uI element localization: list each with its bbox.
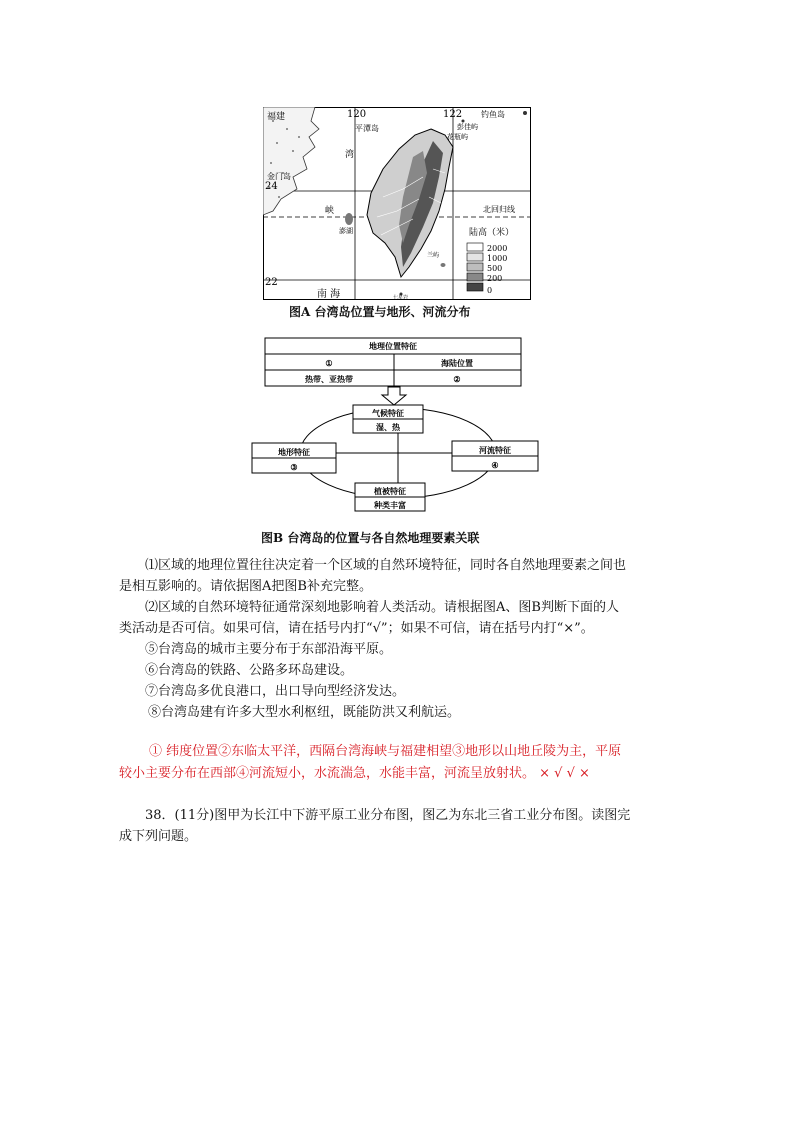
q2-line2: 类活动是否可信。如果可信，请在括号内打“√”；如果不可信，请在括号内打“×”。 — [119, 621, 594, 636]
item-7: ⑦台湾岛多优良港口，出口导向型经济发达。 — [145, 684, 406, 699]
legend-title: 陆高（米） — [469, 228, 515, 238]
label-fujian: 福建 — [267, 112, 286, 122]
cell-1: ① — [325, 358, 333, 368]
legend-level: 2000 — [487, 244, 508, 253]
down-arrow-icon — [382, 387, 406, 405]
q1-line2: 是相互影响的。请依据图A把图B补充完整。 — [119, 579, 372, 594]
q2-line1: ⑵区域的自然环境特征通常深刻地影响着人类活动。请根据图A、图B判断下面的人 — [145, 600, 619, 615]
legend-level: 1000 — [487, 254, 508, 263]
label-penghu: 澎湖 — [339, 227, 353, 235]
climate-title: 气候特征 — [372, 408, 404, 418]
label-wan: 湾 — [345, 150, 355, 160]
legend-level: 0 — [487, 286, 493, 295]
lanyu-island — [441, 263, 446, 267]
legend-level: 500 — [487, 264, 503, 273]
terrain-title: 地形特征 — [278, 447, 310, 457]
terrain-value: ③ — [290, 462, 298, 472]
lat-label-24: 24 — [265, 181, 278, 192]
river-value: ④ — [491, 460, 499, 470]
label-haixia: 峡 — [325, 206, 335, 216]
taiwan-location-map — [263, 107, 531, 300]
vegetation-value: 种类丰富 — [374, 500, 406, 510]
figure-b-caption: 图B 台湾岛的位置与各自然地理要素关联 — [261, 531, 480, 545]
figure-a-caption: 图A 台湾岛位置与地形、河流分布 — [289, 305, 471, 319]
label-diaoyu: 钓鱼岛 — [481, 110, 505, 119]
river-title: 河流特征 — [479, 445, 511, 455]
legend-level: 200 — [487, 274, 503, 283]
lon-label-122: 122 — [443, 109, 463, 120]
q38-line2: 成下列问题。 — [119, 829, 198, 844]
label-pengjia: 彭佳屿 — [457, 123, 478, 131]
lat-label-22: 22 — [265, 277, 278, 288]
label-lanyu: 兰屿 — [427, 252, 440, 259]
item-6: ⑥台湾岛的铁路、公路多环岛建设。 — [145, 663, 354, 678]
penghu-islands — [345, 213, 353, 225]
label-qixing: 七星岩 — [393, 295, 409, 300]
geography-relation-diagram — [248, 335, 548, 515]
label-nanhai: 南 海 — [317, 289, 341, 300]
q1-line1: ⑴区域的地理位置往往决定着一个区域的自然环境特征，同时各自然地理要素之间也 — [145, 558, 627, 573]
climate-value: 湿、热 — [376, 422, 400, 432]
cell-sea-land: 海陆位置 — [441, 358, 473, 368]
elevation-legend — [467, 243, 483, 291]
item-5: ⑤台湾岛的城市主要分布于东部沿海平原。 — [145, 642, 393, 657]
geo-header: 地理位置特征 — [369, 341, 417, 351]
label-huaping: 花瓶屿 — [447, 133, 468, 141]
label-tropic: 北回归线 — [483, 205, 515, 214]
label-pingtan: 平潭岛 — [355, 124, 379, 133]
item-8: ⑧台湾岛建有许多大型水利枢纽，既能防洪又利航运。 — [148, 705, 461, 720]
vegetation-title: 植被特征 — [374, 486, 406, 496]
cell-tropics: 热带、亚热带 — [305, 374, 353, 384]
answer-line1: ① 纬度位置②东临太平洋，西隔台湾海峡与福建相望③地形以山地丘陵为主，平原 — [149, 744, 622, 759]
answer-line2: 较小主要分布在西部④河流短小，水流湍急，水能丰富，河流呈放射状。 × √ √ × — [119, 766, 590, 781]
label-jinmen: 金门岛 — [267, 172, 291, 181]
lon-label-120: 120 — [347, 109, 367, 120]
q38-line1: 38．(11分)图甲为长江中下游平原工业分布图，图乙为东北三省工业分布图。读图完 — [145, 808, 631, 823]
cell-2: ② — [453, 374, 461, 384]
